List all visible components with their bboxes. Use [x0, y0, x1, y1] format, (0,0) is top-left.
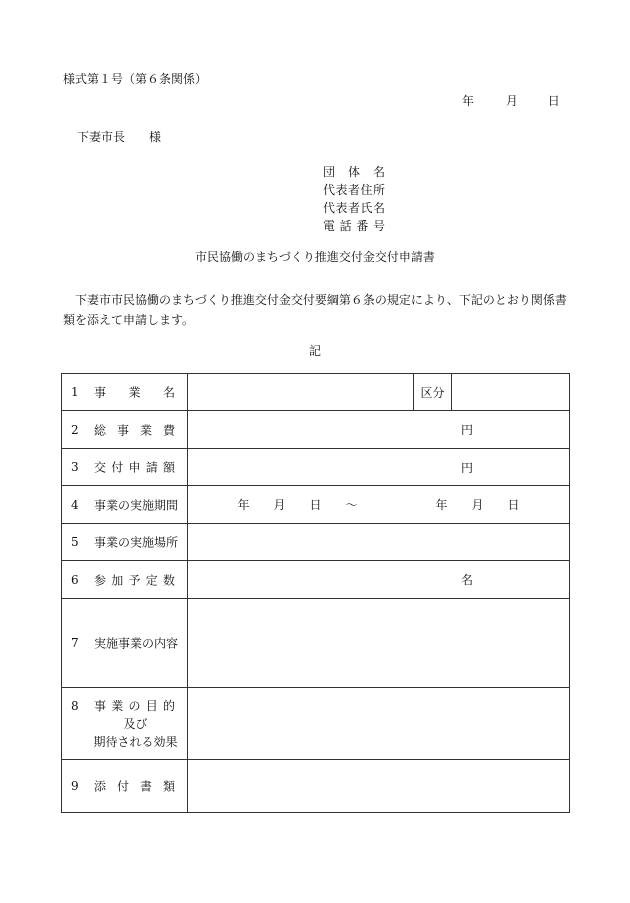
table-row: [62, 561, 570, 599]
ki-heading: 記: [308, 344, 321, 358]
people-unit: 名: [460, 573, 473, 587]
table-row: [62, 688, 570, 760]
venue-field[interactable]: [188, 524, 570, 561]
purpose-field[interactable]: [188, 688, 570, 760]
date-line: [462, 92, 560, 109]
applicant-address-label: 代表者住所: [323, 183, 385, 197]
content-field[interactable]: [188, 599, 570, 688]
table-row: [62, 449, 570, 486]
row-label-total-cost: 2 総事業費: [62, 411, 188, 449]
row-label-attachments: 9 添付書類: [62, 760, 188, 813]
body-text: 下妻市市民協働のまちづくり推進交付金交付要綱第６条の規定により、下記のとおり関係書類を添えて申請します。: [63, 293, 567, 327]
date-day: 日: [547, 94, 560, 108]
table-row: [62, 760, 570, 813]
applicant-phone-label: 電話番号: [323, 219, 385, 233]
table-row: [62, 411, 570, 449]
date-year: 年: [462, 94, 475, 108]
kubun-label: 区分: [414, 374, 452, 411]
applicant-block: [323, 163, 385, 235]
row-label-requested-amount: 3 交付申請額: [62, 449, 188, 486]
participants-field[interactable]: [188, 561, 570, 599]
applicant-rep-name-label: 代表者氏名: [323, 201, 385, 215]
document-title: 市民協働のまちづくり推進交付金交付申請書: [195, 250, 435, 264]
row-label-venue: 5 事業の実施場所: [62, 524, 188, 561]
attachments-field[interactable]: [188, 760, 570, 813]
yen-unit: 円: [460, 460, 473, 475]
addressee: 下妻市長 様: [77, 130, 162, 144]
project-name-field[interactable]: [188, 374, 414, 411]
row-label-content: 7 実施事業の内容: [62, 599, 188, 688]
row-label-participants: 6 参加予定数: [62, 561, 188, 599]
row-label-project-name: 1 事業名: [62, 374, 188, 411]
form-number-label: 様式第１号（第６条関係）: [63, 72, 208, 86]
yen-unit: 円: [460, 423, 473, 437]
applicant-group-name-label: 団体名: [323, 165, 385, 179]
date-month: 月: [505, 94, 518, 108]
table-row: [62, 524, 570, 561]
table-row: [62, 486, 570, 524]
period-field[interactable]: 年 月 日 ～ 年 月 日: [188, 486, 570, 524]
table-row: [62, 374, 570, 411]
row-label-period: 4 事業の実施期間: [62, 486, 188, 524]
total-cost-field[interactable]: [188, 411, 570, 449]
row-label-purpose: 8 事業の目的 及び 期待される効果: [62, 688, 188, 760]
kubun-field[interactable]: [452, 374, 570, 411]
application-table: [61, 373, 570, 813]
requested-amount-field[interactable]: [188, 449, 570, 486]
table-row: [62, 599, 570, 688]
